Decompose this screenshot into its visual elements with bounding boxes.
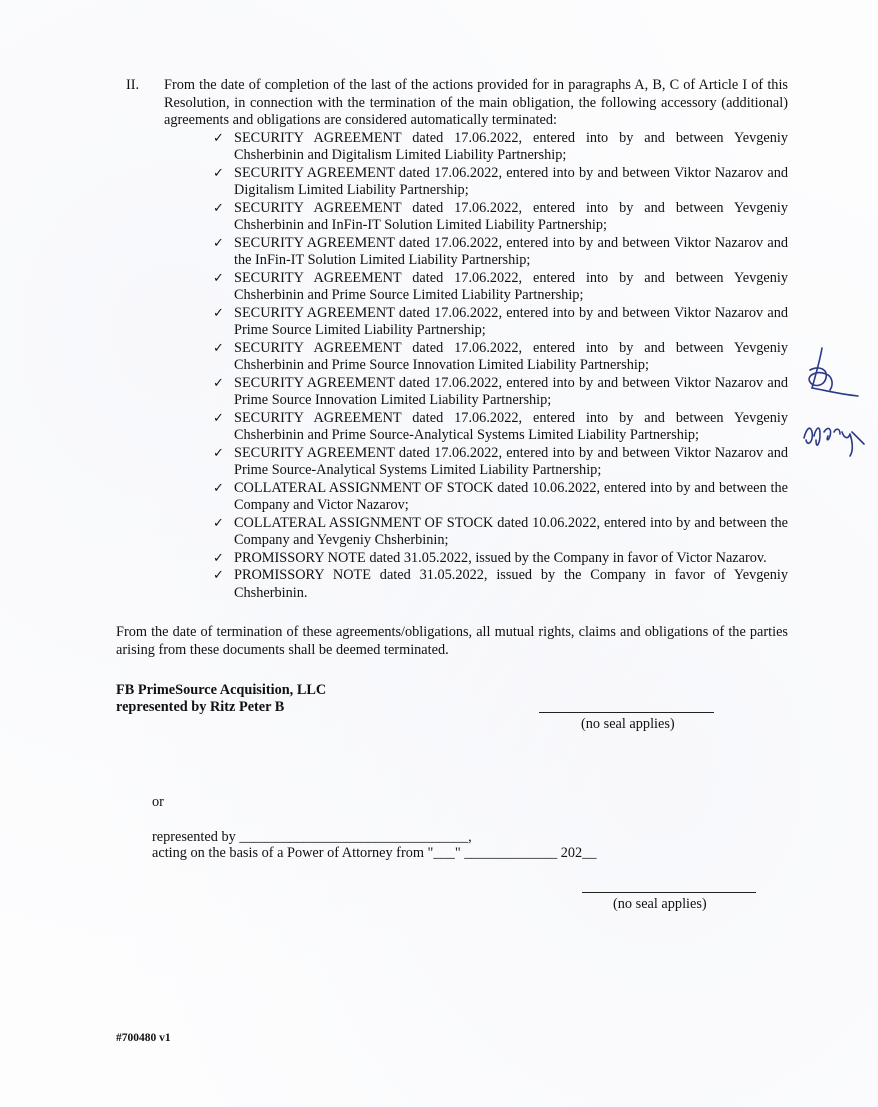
agreement-text: SECURITY AGREEMENT dated 17.06.2022, entered into by and between Viktor Nazarov and Prime Source Innovation Limited Liability Partnership; — [234, 374, 788, 408]
agreement-text: SECURITY AGREEMENT dated 17.06.2022, entered into by and between Yevgeniy Chsherbinin and Prime Source-Analytical Systems Limited Liability Partnership; — [234, 409, 788, 443]
agreement-item — [213, 409, 788, 445]
checkmark-icon: ✓ — [213, 375, 224, 391]
agreement-text: SECURITY AGREEMENT dated 17.06.2022, entered into by and between Viktor Nazarov and Digitalism Limited Liability Partnership; — [234, 164, 788, 198]
agreement-item — [213, 514, 788, 550]
seal-note-1: (no seal applies) — [581, 716, 675, 732]
section-intro: From the date of completion of the last of the actions provided for in paragraphs A, B, C of Article I of this Resolution, in connection with the termination of the main obligation, the following accessory (additional) agreements and obligations are considered automatically terminated: — [164, 77, 788, 128]
agreement-item — [213, 339, 788, 375]
checkmark-icon: ✓ — [213, 270, 224, 286]
closing-paragraph: From the date of termination of these agreements/obligations, all mutual rights, claims and obligations of the parties arising from these documents shall be deemed terminated. — [116, 624, 788, 658]
checkmark-icon: ✓ — [213, 480, 224, 496]
agreement-text: SECURITY AGREEMENT dated 17.06.2022, entered into by and between Viktor Nazarov and Prime Source-Analytical Systems Limited Liability Partnership; — [234, 444, 788, 478]
power-of-attorney-line: acting on the basis of a Power of Attorney from "___" _____________ 202__ — [152, 845, 597, 861]
handwritten-initials-signature — [800, 340, 870, 460]
agreement-text: SECURITY AGREEMENT dated 17.06.2022, entered into by and between Yevgeniy Chsherbinin and Prime Source Limited Liability Partnership; — [234, 269, 788, 303]
party-representative: represented by Ritz Peter B — [116, 699, 285, 715]
represented-by-line: represented by ________________________________, — [152, 829, 472, 845]
agreement-text: SECURITY AGREEMENT dated 17.06.2022, entered into by and between Viktor Nazarov and Prime Source Limited Liability Partnership; — [234, 304, 788, 338]
agreement-item — [213, 164, 788, 200]
agreement-item — [213, 129, 788, 165]
terminated-agreements-list — [213, 129, 788, 603]
checkmark-icon: ✓ — [213, 130, 224, 146]
agreement-item — [213, 234, 788, 270]
agreement-text: SECURITY AGREEMENT dated 17.06.2022, entered into by and between Viktor Nazarov and the InFin-IT Solution Limited Liability Partnership; — [234, 234, 788, 268]
agreement-text: SECURITY AGREEMENT dated 17.06.2022, entered into by and between Yevgeniy Chsherbinin and InFin-IT Solution Limited Liability Partnership; — [234, 199, 788, 233]
checkmark-icon: ✓ — [213, 340, 224, 356]
agreement-text: SECURITY AGREEMENT dated 17.06.2022, entered into by and between Yevgeniy Chsherbinin and Digitalism Limited Liability Partnership; — [234, 129, 788, 163]
section-numeral: II. — [126, 77, 140, 93]
checkmark-icon: ✓ — [213, 550, 224, 566]
agreement-text: SECURITY AGREEMENT dated 17.06.2022, entered into by and between Yevgeniy Chsherbinin and Prime Source Innovation Limited Liability Partnership; — [234, 339, 788, 373]
checkmark-icon: ✓ — [213, 235, 224, 251]
agreement-item — [213, 374, 788, 410]
agreement-item — [213, 269, 788, 305]
agreement-item — [213, 549, 788, 568]
checkmark-icon: ✓ — [213, 568, 224, 583]
section-ii — [118, 77, 788, 602]
seal-note-2: (no seal applies) — [613, 896, 707, 912]
document-id: #700480 v1 — [116, 1032, 171, 1044]
party-block — [116, 682, 326, 716]
agreement-item — [213, 479, 788, 515]
agreement-item — [213, 444, 788, 480]
agreement-text: COLLATERAL ASSIGNMENT OF STOCK dated 10.06.2022, entered into by and between the Company and Victor Nazarov; — [234, 479, 788, 513]
agreement-item — [213, 199, 788, 235]
agreement-text: COLLATERAL ASSIGNMENT OF STOCK dated 10.06.2022, entered into by and between the Company and Yevgeniy Chsherbinin; — [234, 514, 788, 548]
or-label: or — [152, 794, 164, 810]
party-name: FB PrimeSource Acquisition, LLC — [116, 682, 327, 698]
agreement-item — [213, 304, 788, 340]
agreement-text: PROMISSORY NOTE dated 31.05.2022, issued by the Company in favor of Victor Nazarov. — [234, 549, 767, 566]
checkmark-icon: ✓ — [213, 200, 224, 216]
agreement-text: PROMISSORY NOTE dated 31.05.2022, issued by the Company in favor of Yevgeniy Chsherbinin. — [234, 567, 788, 601]
checkmark-icon: ✓ — [213, 515, 224, 531]
checkmark-icon: ✓ — [213, 410, 224, 426]
checkmark-icon: ✓ — [213, 165, 224, 181]
checkmark-icon: ✓ — [213, 445, 224, 461]
agreement-item — [213, 567, 788, 602]
signature-line-2 — [582, 892, 756, 893]
signature-line-1 — [539, 712, 714, 713]
checkmark-icon: ✓ — [213, 305, 224, 321]
